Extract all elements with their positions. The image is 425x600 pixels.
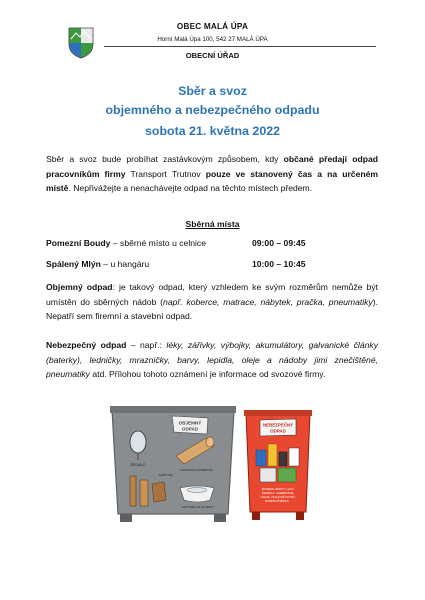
hazard-caption-line: BATERIE, BARVY, LAKY, bbox=[261, 487, 295, 491]
bulky-item-label: UMYVADLA A KLOZETY bbox=[181, 505, 215, 509]
sink-icon bbox=[180, 486, 214, 502]
collection-point-detail: – u hangáru bbox=[100, 259, 150, 269]
hazard-caption-line: OLEJE, OLEJOVÉ FILTRY, bbox=[260, 495, 296, 499]
intro-bold-1: občané předají odpad pracovníkům firmy bbox=[46, 154, 378, 179]
collection-point-row bbox=[46, 259, 378, 273]
bulky-waste-bin bbox=[110, 406, 236, 522]
intro-text-3: . Nepřivážejte a nenachávejte odpad na těchto místech předem. bbox=[68, 183, 313, 194]
bulky-item-label: NÁBYTEK bbox=[158, 473, 174, 477]
municipality-name: OBEC MALÁ ÚPA bbox=[176, 22, 249, 31]
title-line-2: objemného a nebezpečného odpadu bbox=[105, 103, 320, 117]
header-divider bbox=[104, 46, 376, 47]
bulky-bin-label-line-1: OBJEMNÝ bbox=[178, 420, 202, 426]
municipality-address: Horní Malá Úpa 100, 542 27 MALÁ ÚPA bbox=[157, 36, 268, 43]
hazardous-waste-label: Nebezpečný odpad bbox=[46, 340, 127, 350]
bulky-waste-text-1: : je takový odpad, který vzhledem ke svým rozměrům nemůže být umístěn do sběrných nádob ( bbox=[46, 282, 378, 307]
bulky-waste-paragraph bbox=[46, 280, 378, 324]
hazardous-waste-text-2: atd. Přílohou tohoto oznámení je informace od svozové firmy. bbox=[89, 369, 326, 380]
collection-point-location bbox=[46, 259, 149, 269]
waste-bins-illustration bbox=[110, 404, 315, 524]
collection-point-detail: – sběrné místo u celnice bbox=[110, 238, 207, 248]
collection-points-heading: Sběrná místa bbox=[185, 219, 240, 229]
collection-point-time: 09:00 – 09:45 bbox=[252, 238, 306, 248]
collection-point-row bbox=[46, 238, 378, 252]
intro-text-2: Transport Trutnov bbox=[125, 168, 206, 179]
bulky-waste-label: Objemný odpad bbox=[46, 282, 113, 292]
bulky-item-label: ZRCADLO bbox=[130, 463, 146, 467]
intro-text-1: Sběr a svoz bude probíhat zastávkovým způsobem, kdy bbox=[46, 154, 284, 164]
bulky-waste-text-2: ). Nepatří sem firemní a stavební odpad. bbox=[46, 296, 378, 322]
hazardous-waste-bin bbox=[244, 410, 312, 520]
collection-point-location bbox=[46, 238, 206, 248]
intro-bold-2: pouze ve stanovený čas a na určeném místě bbox=[46, 168, 379, 194]
title-date: sobota 21. května 2022 bbox=[145, 124, 280, 138]
municipal-office: OBECNÍ ÚŘAD bbox=[185, 51, 240, 60]
hazardous-waste-examples: léky, zářivky, výbojky, akumulátory, galvanické články (baterky), ledničky, mrazničky, barvy, lepidla, oleje a nádoby jimi znečištěné, pneumatiky bbox=[46, 340, 378, 380]
hazard-caption-line: ŘEDIDLA, CHEMIKÁLIE, bbox=[261, 491, 295, 495]
hazard-bin-label-line-1: NEBEZPEČNÝ bbox=[262, 422, 294, 428]
collection-point-name: Spálený Mlýn bbox=[46, 259, 101, 269]
hazardous-waste-text-1: – např.: bbox=[126, 340, 167, 350]
mirror-icon bbox=[130, 431, 146, 453]
intro-paragraph bbox=[46, 152, 378, 196]
hazard-bin-label-line-2: ODPAD bbox=[270, 428, 286, 434]
collection-point-name: Pomezní Boudy bbox=[46, 238, 111, 248]
title-line-1: Sběr a svoz bbox=[178, 84, 247, 98]
hazardous-waste-paragraph bbox=[46, 338, 378, 382]
bulky-bin-label-line-2: ODPAD bbox=[181, 426, 199, 432]
bulky-waste-examples: např. koberce, matrace, nábytek, pračka, pneumatiky bbox=[163, 296, 373, 307]
bulky-item-label: LINOLEUM A KOBERCE bbox=[179, 468, 213, 472]
collection-point-time: 10:00 – 10:45 bbox=[252, 259, 306, 269]
hazard-caption-line: ROZPOUŠTĚDLA... bbox=[264, 499, 292, 503]
